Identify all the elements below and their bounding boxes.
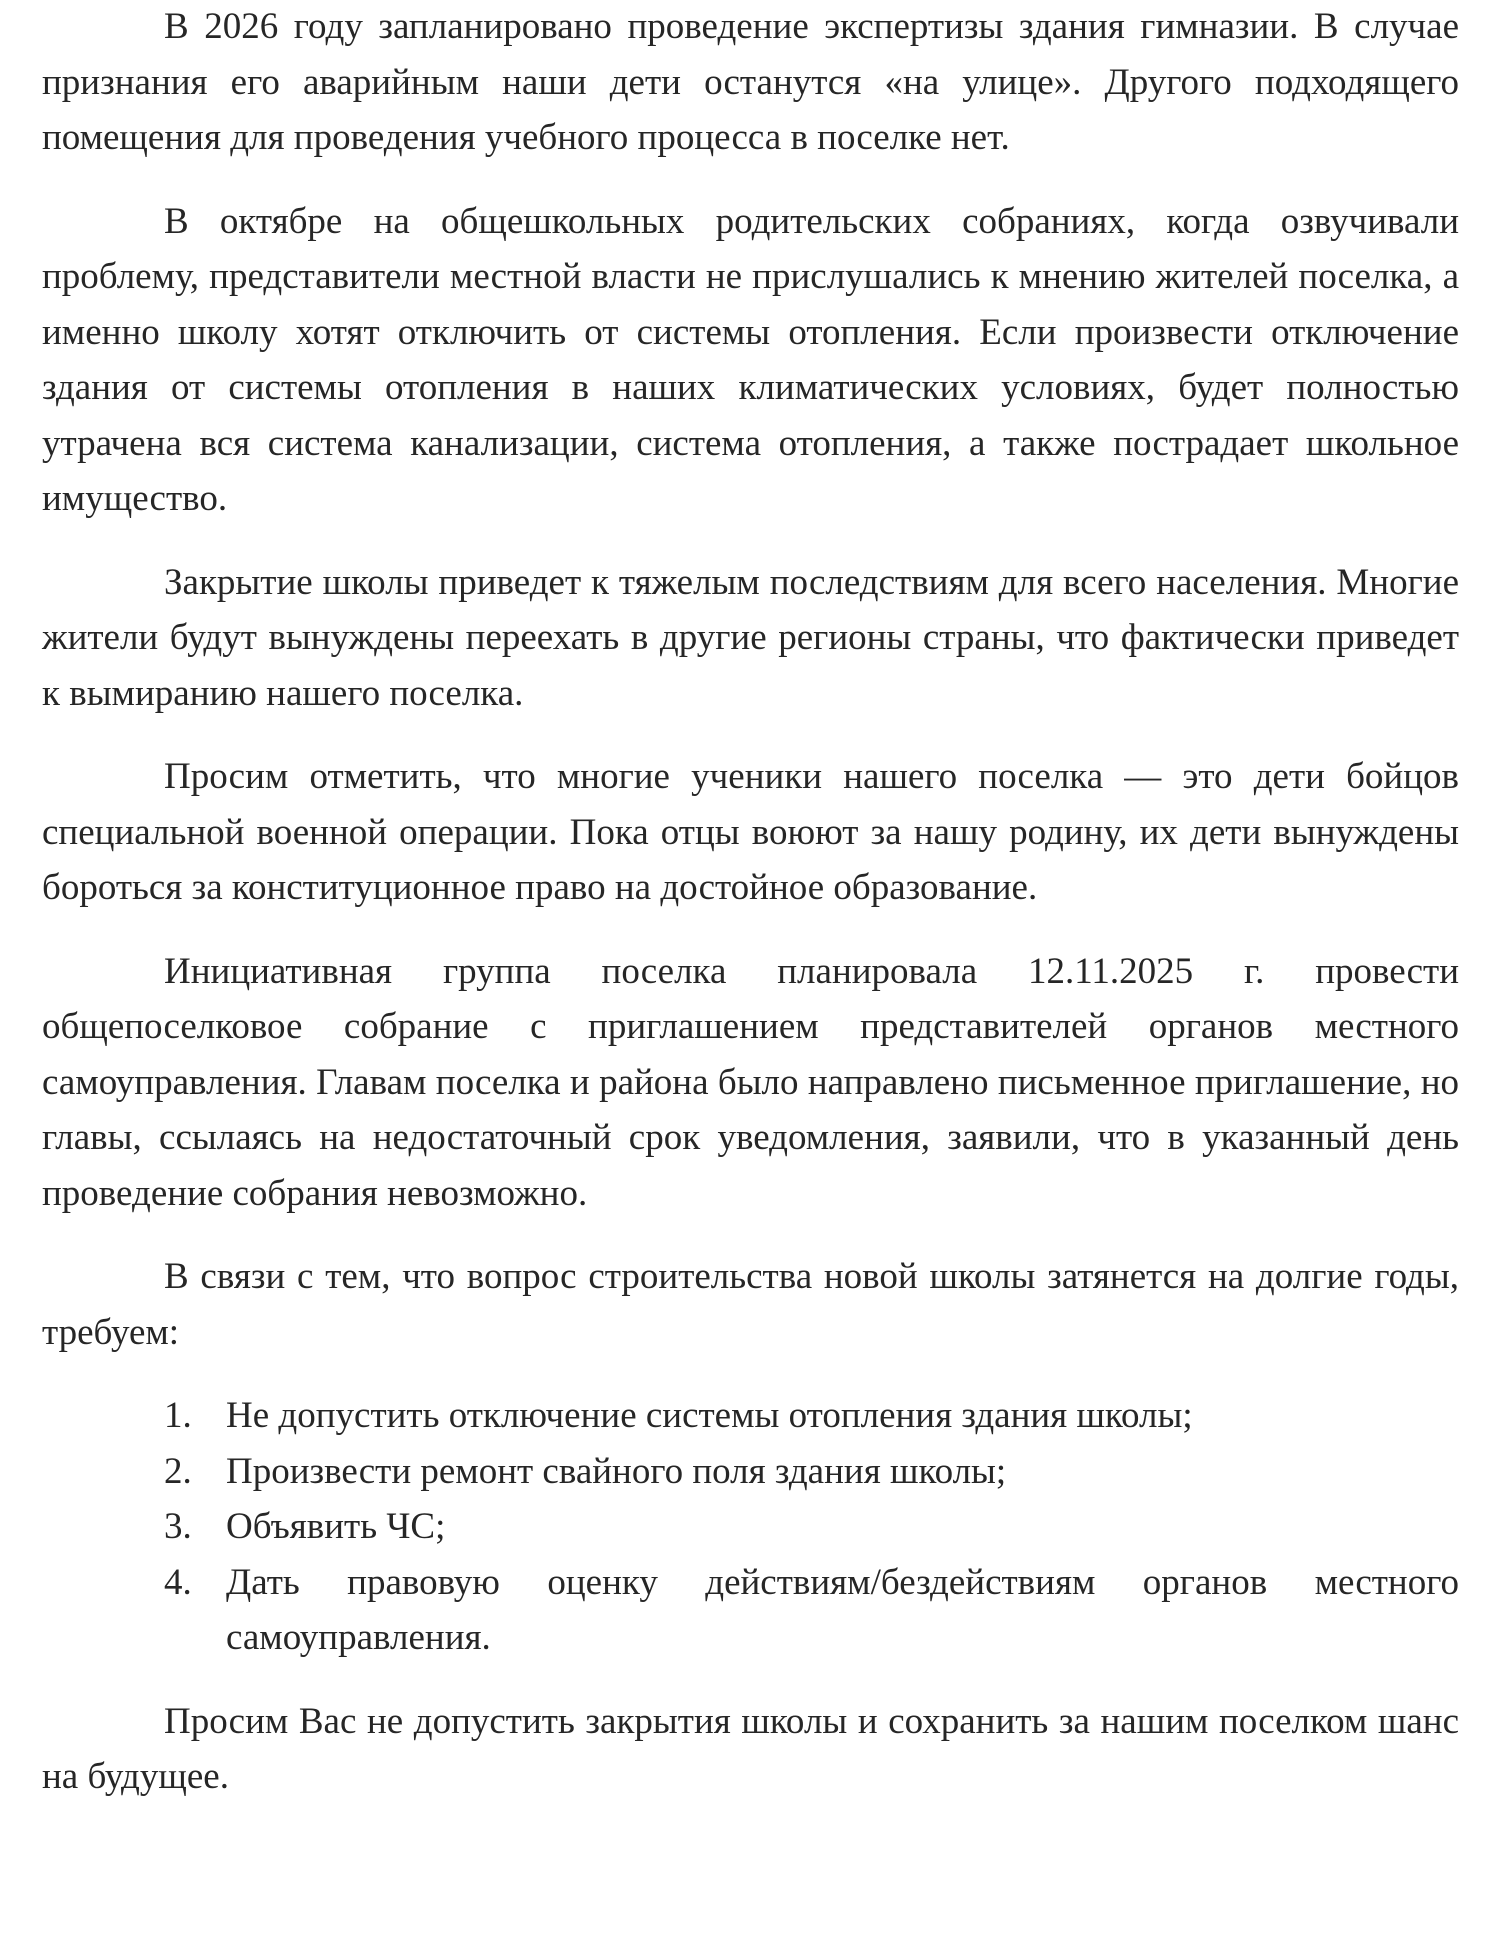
demands-list <box>42 1388 1459 1666</box>
list-item-text: Произвести ремонт свайного поля здания школы; <box>226 1450 1007 1492</box>
list-item <box>42 1555 1459 1666</box>
list-item <box>42 1499 1459 1555</box>
list-item-text: Объявить ЧС; <box>226 1506 446 1547</box>
paragraph-expertise: В 2026 году запланировано проведение экспертизы здания гимназии. В случае признания его аварийным наши дети останутся «на улице». Другого подходящего помещения для проведения учебного процесса в поселке нет. <box>42 6 1459 158</box>
paragraph-demands-intro: В связи с тем, что вопрос строительства новой школы затянется на долгие годы, требуем: <box>42 1256 1459 1353</box>
paragraph-consequences: Закрытие школы приведет к тяжелым последствиям для всего населения. Многие жители будут вынуждены переехать в другие регионы страны, что фактически приведет к вымиранию нашего поселка. <box>42 561 1459 714</box>
list-item-text: Дать правовую оценку действиям/бездействиям органов местного самоуправления. <box>226 1561 1459 1658</box>
paragraph-meeting: Инициативная группа поселка планировала 12.11.2025 г. провести общепоселковое собрание с приглашением представителей органов местного самоуправления. Главам поселка и района было направлено письменное приглашение, но главы, ссылаясь на недостаточный срок уведомления, заявили, что в указанный день проведение собрания невозможно. <box>42 950 1459 1214</box>
list-item <box>42 1388 1459 1444</box>
paragraph-svo-families: Просим отметить, что многие ученики нашего поселка — это дети бойцов специальной военной операции. Пока отцы воюют за нашу родину, их дети вынуждены бороться за конституционное право на достойное образование. <box>42 756 1459 908</box>
list-item-number: 1. <box>164 1395 192 1436</box>
list-item-number: 3. <box>164 1506 192 1547</box>
list-item-number: 4. <box>164 1561 192 1603</box>
list-item-text: Не допустить отключение системы отопления здания школы; <box>226 1395 1193 1436</box>
list-item <box>42 1444 1459 1500</box>
paragraph-heating: В октябре на общешкольных родительских собраниях, когда озвучивали проблему, представители местной власти не прислушались к мнению жителей поселка, а именно школу хотят отключить от системы отопления. Если произвести отключение здания от системы отопления в наших климатических условиях, будет полностью утрачена вся система канализации, система отопления, а также пострадает школьное имущество. <box>42 200 1459 519</box>
document-page <box>42 0 1459 1833</box>
list-item-number: 2. <box>164 1450 192 1492</box>
paragraph-closing: Просим Вас не допустить закрытия школы и сохранить за нашим поселком шанс на будущее. <box>42 1700 1459 1797</box>
